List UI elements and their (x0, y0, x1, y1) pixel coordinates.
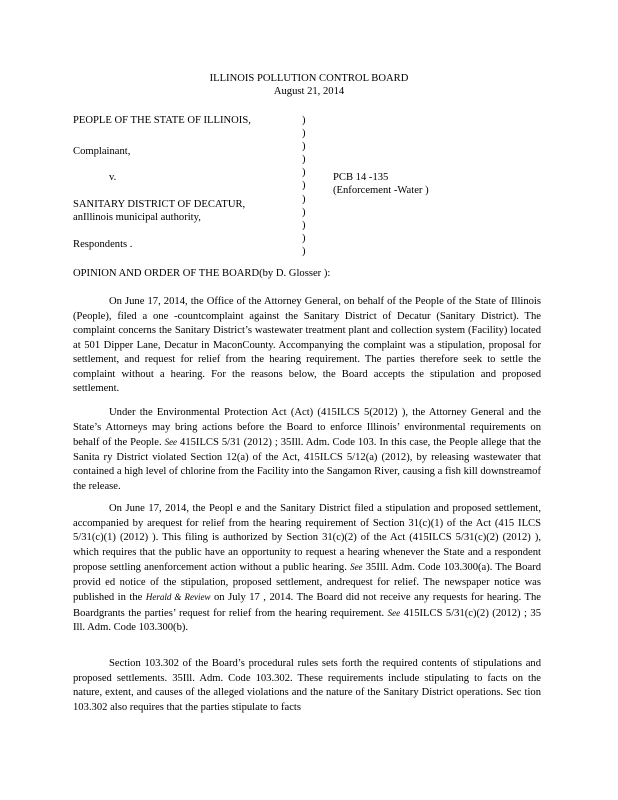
paragraph-4 (73, 657, 541, 715)
text-run: Under the Environmental Protection Act (Act) (415ILCS 5(2012) ), the Attorney General and the State’s Attorneys may bring actions before the Board to enforce Illinois’ environmental requirements on behalf of the People. (73, 407, 541, 448)
decision-date: August 21, 2014 (273, 86, 345, 97)
paragraph-2 (73, 406, 541, 494)
paren: ) (302, 141, 306, 153)
paren: ) (302, 219, 306, 231)
paragraph-text (73, 502, 541, 636)
text-run: 35Ill. Adm. Code 103.300(a). The Board provid ed notice of the stipulation, proposed settlement, andrequest for relief. The newspaper notice was published in the (73, 562, 541, 603)
respondent-description: anIllinois municipal authority, (73, 212, 201, 223)
complainant-label: Complainant, (73, 146, 131, 157)
caption-parentheses (302, 114, 306, 258)
paragraph-text (73, 406, 541, 494)
paren: ) (302, 232, 306, 244)
text-run: on July 17 , 2014. The Board did not receive any requests for hearing. The Boardgrants the parties’ request for relief from the hearing requirement. (73, 592, 542, 619)
case-number: PCB 14 -135 (333, 172, 389, 183)
citation-signal: See (350, 562, 363, 572)
paragraph-text (73, 657, 541, 715)
paragraph-3 (73, 502, 541, 636)
paren: ) (302, 245, 306, 257)
paren: ) (302, 167, 306, 179)
respondents-label: Respondents . (73, 239, 133, 250)
text-run: 415ILCS 5/31 (2012) ; 35Ill. Adm. Code 103. In this case, the People allege that the Sanita ry District violated Section 12(a) of the Act, 415ILCS 5/12(a) (2012), by releasing wastewater that contained a high level of chlorine from the Facility into the Sangamon River, causing a fish kill downstreamof the release. (73, 437, 542, 492)
paren: ) (302, 154, 306, 166)
paren: ) (302, 115, 306, 126)
paragraph-1 (73, 295, 541, 397)
case-type: (Enforcement -Water ) (333, 185, 429, 196)
paren: ) (302, 180, 306, 192)
opinion-heading: OPINION AND ORDER OF THE BOARD(by D. Glosser ): (73, 268, 331, 279)
board-title: ILLINOIS POLLUTION CONTROL BOARD (209, 73, 409, 84)
paren: ) (302, 206, 306, 218)
text-run: On June 17, 2014, the Peopl e and the Sanitary District filed a stipulation and proposed settlement, accompanied by arequest for relief from the hearing requirement of Section 31(c)(1) of the Act (415 ILCS 5/31(c)(1) (2012) ). This filing is authorized by Section 31(c)(2) of the Act (415ILCS 5/31(c)(2) (2012) ), which requires that the public have an opportunity to request a hearing whenever the State and a respondent propose settling anenforcement action without a public hearing. (73, 503, 541, 573)
versus: v. (109, 172, 117, 183)
paren: ) (302, 128, 306, 140)
text-run: Section 103.302 of the Board’s procedural rules sets forth the required contents of stipulations and proposed settlements. 35Ill. Adm. Code 103.302. These requirements include stipulating to facts on the nature, extent, and causes of the alleged violations and the nature of the Sanitary District operations. Sec tion 103.302 also requires that the parties stipulate to facts (73, 658, 541, 713)
text-run: 415ILCS 5/31(c)(2) (2012) ; 35 Ill. Adm. Code 103.300(b). (73, 607, 541, 633)
respondent-party: SANITARY DISTRICT OF DECATUR, (73, 199, 246, 210)
text-run: On June 17, 2014, the Office of the Attorney General, on behalf of the People of the State of Illinois (People), filed a one -countcomplaint against the Sanitary District of Decatur (Sanitary District). The complaint concerns the Sanitary District’s wastewater treatment plant and collection system (Facility) located at 501 Dipper Lane, Decatur in MaconCounty. Accompanying the complaint was a stipulation, proposal for settlement, and request for relief from the hearing requirement. The parties therefore seek to settle the complaint without a hearing. For the reasons below, the Board accepts the stipulation and proposed settlement. (73, 296, 541, 394)
paragraph-text (73, 295, 541, 397)
citation-signal: See (164, 437, 178, 447)
citation-signal: See (387, 607, 401, 618)
paren: ) (302, 193, 306, 205)
complainant-party: PEOPLE OF THE STATE OF ILLINOIS, (73, 115, 251, 126)
newspaper-name: Herald & Review (145, 592, 211, 602)
